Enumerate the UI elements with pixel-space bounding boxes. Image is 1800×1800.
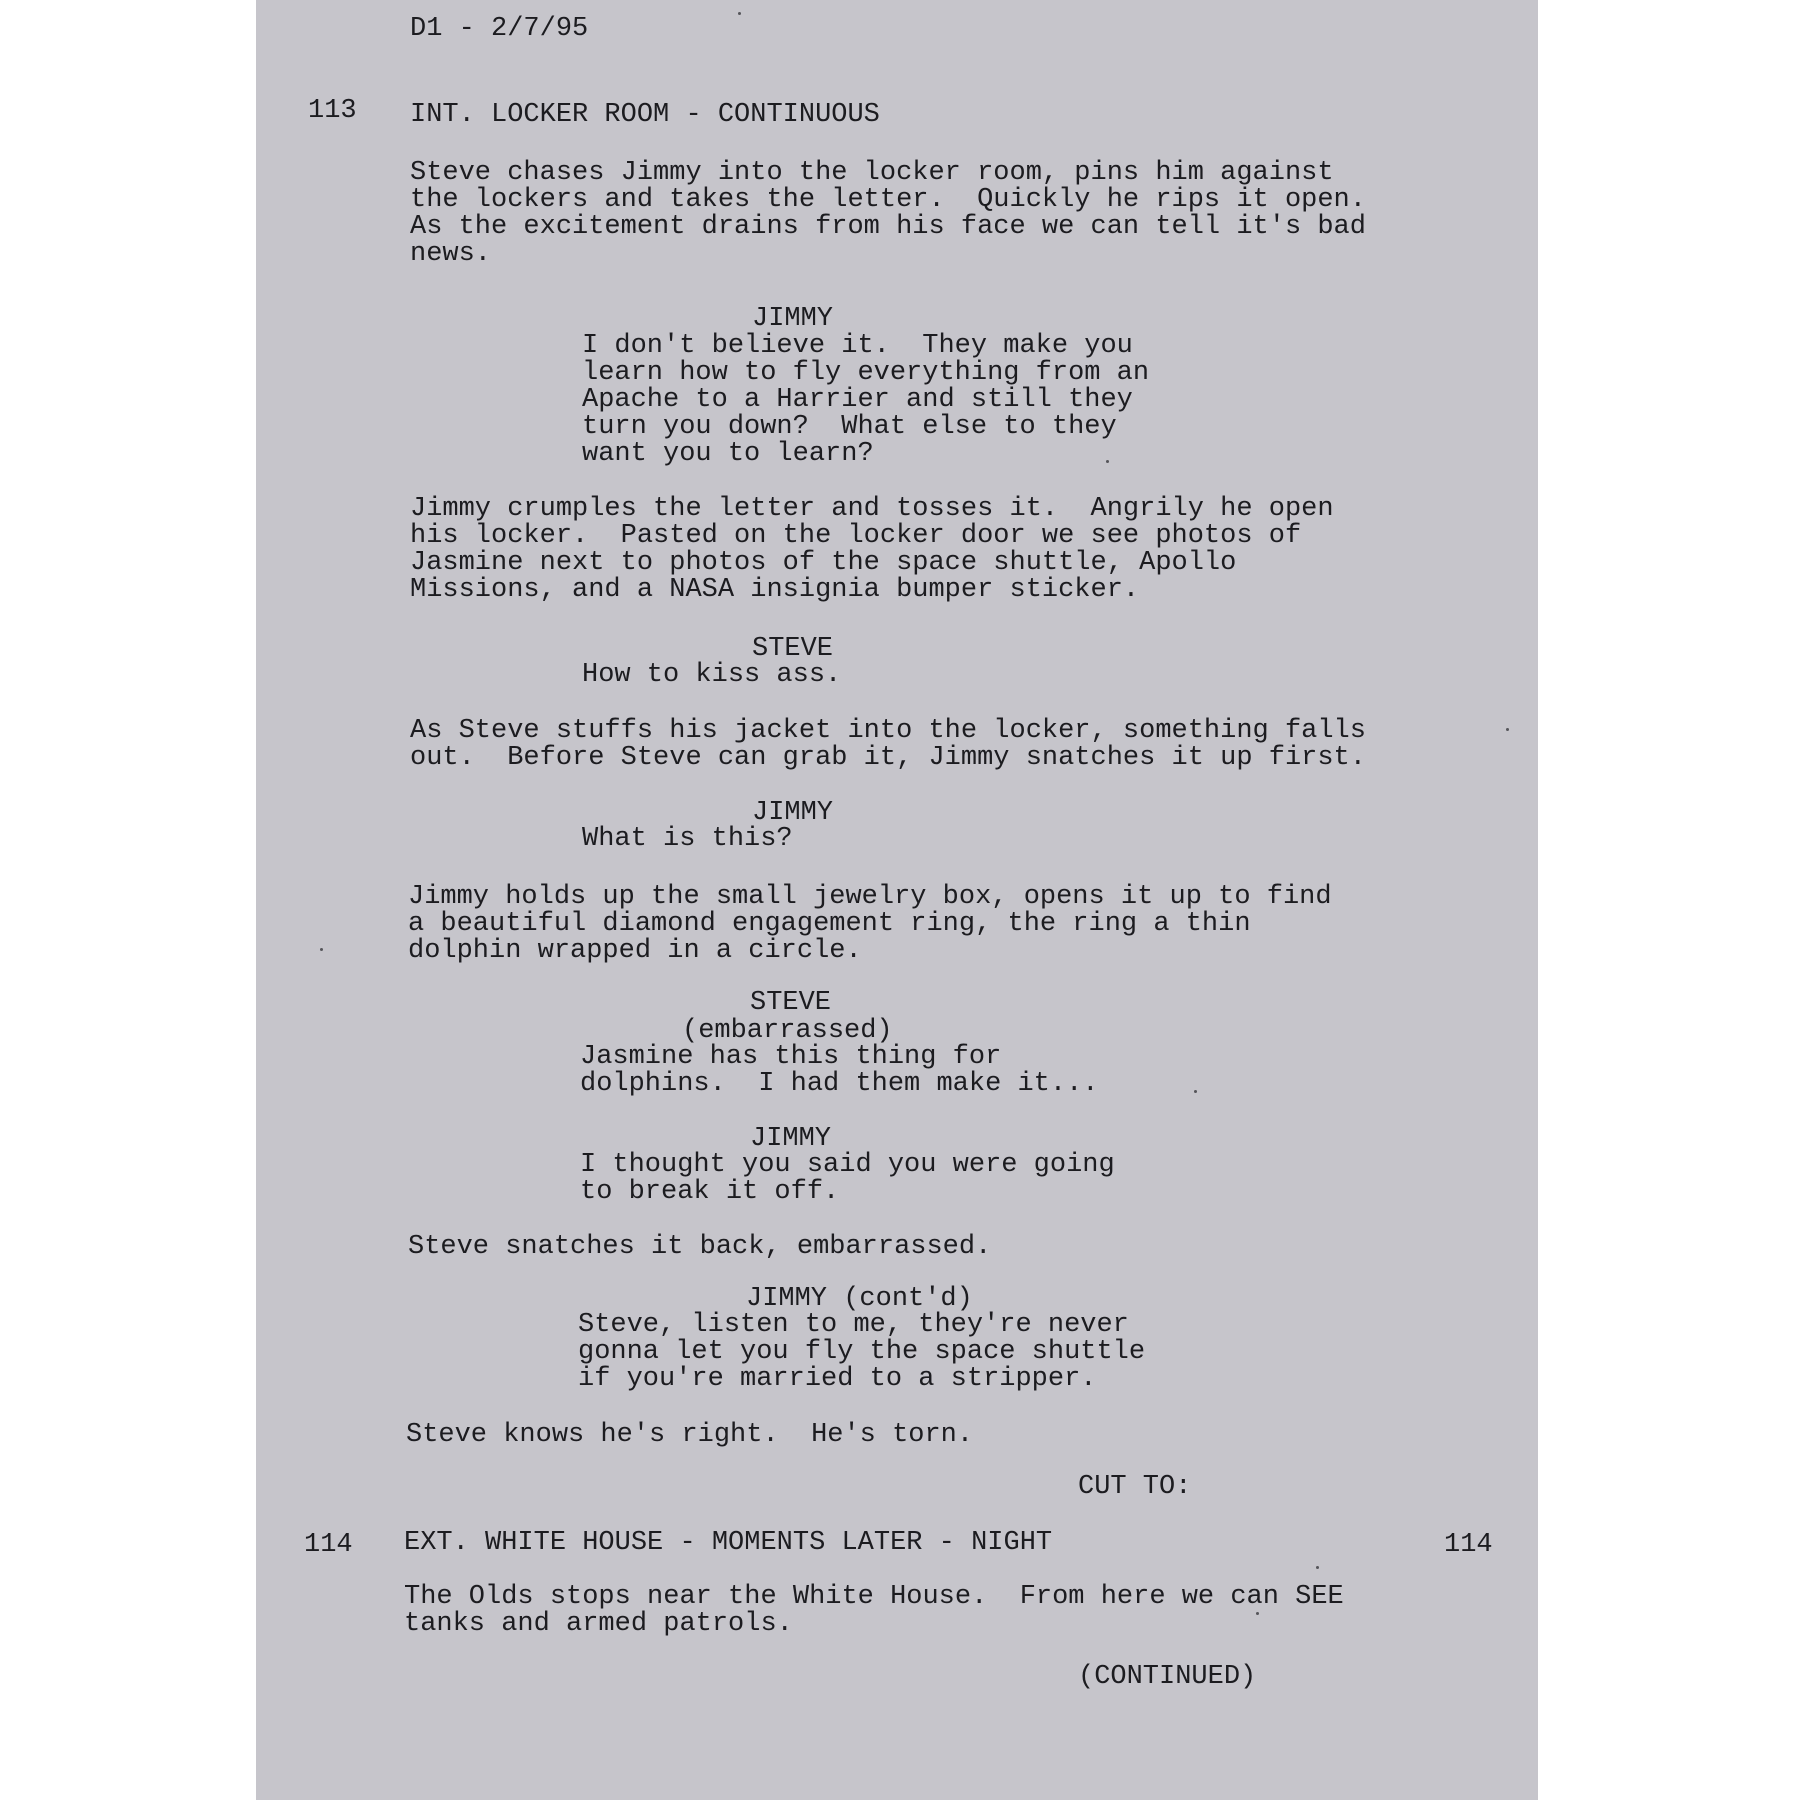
page-speck — [1316, 1566, 1319, 1569]
continued-marker: (CONTINUED) — [1078, 1662, 1257, 1692]
dialogue-line: turn you down? What else to they — [582, 412, 1117, 442]
action-line: his locker. Pasted on the locker door we see photos of — [410, 521, 1302, 551]
scene-number-114-left: 114 — [304, 1530, 353, 1560]
action-line: Steve chases Jimmy into the locker room, pins him against — [410, 158, 1334, 188]
scene-number-113: 113 — [308, 96, 357, 126]
action-line: out. Before Steve can grab it, Jimmy snatches it up first. — [410, 743, 1366, 773]
dialogue-line: gonna let you fly the space shuttle — [578, 1337, 1146, 1367]
draft-date: D1 - 2/7/95 — [410, 14, 589, 44]
page-speck — [1106, 460, 1109, 463]
scene-heading-113: INT. LOCKER ROOM - CONTINUOUS — [410, 100, 880, 130]
dialogue-line: Jasmine has this thing for — [580, 1042, 1002, 1072]
dialogue-line: if you're married to a stripper. — [578, 1364, 1097, 1394]
dialogue-line: I thought you said you were going — [580, 1150, 1115, 1180]
action-line: news. — [410, 239, 492, 269]
action-line: dolphin wrapped in a circle. — [408, 936, 862, 966]
action-line: As the excitement drains from his face we can tell it's bad — [410, 212, 1366, 242]
dialogue-line: learn how to fly everything from an — [582, 358, 1150, 388]
action-line: Jimmy crumples the letter and tosses it. Angrily he open — [410, 494, 1334, 524]
character-name: JIMMY — [752, 798, 834, 828]
character-name: JIMMY — [752, 304, 834, 334]
action-line: The Olds stops near the White House. From here we can SEE — [404, 1582, 1344, 1612]
scene-number-114-right: 114 — [1444, 1530, 1493, 1560]
action-line: tanks and armed patrols. — [404, 1609, 793, 1639]
transition: CUT TO: — [1078, 1472, 1192, 1502]
dialogue-line: want you to learn? — [582, 439, 874, 469]
dialogue-line: How to kiss ass. — [582, 660, 842, 690]
dialogue-line: Steve, listen to me, they're never — [578, 1310, 1129, 1340]
action-line: a beautiful diamond engagement ring, the ring a thin — [408, 909, 1251, 939]
character-name: JIMMY — [750, 1124, 832, 1154]
page-speck — [320, 948, 323, 951]
action-line: Jasmine next to photos of the space shuttle, Apollo — [410, 548, 1237, 578]
action-line: As Steve stuffs his jacket into the locker, something falls — [410, 716, 1366, 746]
action-line: Missions, and a NASA insignia bumper sticker. — [410, 575, 1140, 605]
character-name: STEVE — [752, 634, 834, 664]
parenthetical: (embarrassed) — [682, 1016, 893, 1046]
character-name: JIMMY (cont'd) — [746, 1284, 973, 1314]
dialogue-line: dolphins. I had them make it... — [580, 1069, 1099, 1099]
character-name: STEVE — [750, 988, 832, 1018]
page-speck — [738, 12, 741, 15]
page-speck — [1256, 1612, 1259, 1615]
dialogue-line: Apache to a Harrier and still they — [582, 385, 1133, 415]
dialogue-line: I don't believe it. They make you — [582, 331, 1133, 361]
page-speck — [1194, 1090, 1197, 1093]
action-line: Steve snatches it back, embarrassed. — [408, 1232, 992, 1262]
action-line: Jimmy holds up the small jewelry box, opens it up to find — [408, 882, 1332, 912]
script-page — [256, 0, 1538, 1800]
scene-heading-114: EXT. WHITE HOUSE - MOMENTS LATER - NIGHT — [404, 1528, 1053, 1558]
dialogue-line: What is this? — [582, 824, 793, 854]
page-speck — [1506, 728, 1509, 731]
action-line: Steve knows he's right. He's torn. — [406, 1420, 974, 1450]
action-line: the lockers and takes the letter. Quickly he rips it open. — [410, 185, 1366, 215]
dialogue-line: to break it off. — [580, 1177, 840, 1207]
